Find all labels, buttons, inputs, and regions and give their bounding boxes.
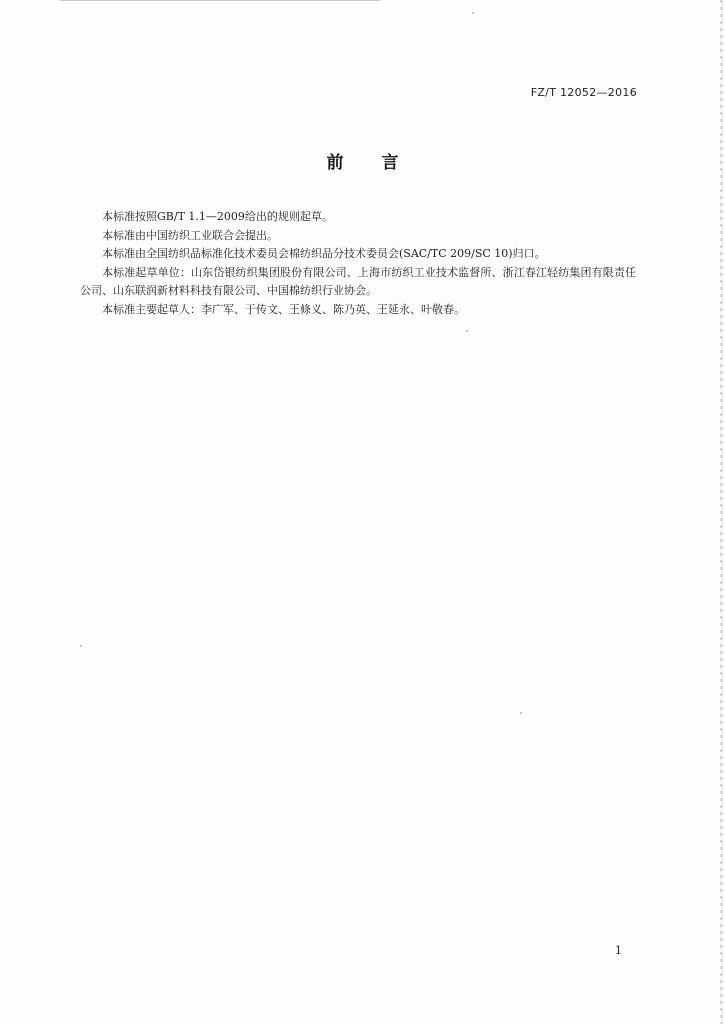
paragraph-drafting-rules: 本标准按照GB/T 1.1—2009给出的规则起草。 <box>102 210 333 223</box>
standard-number: FZ/T 12052—2016 <box>530 86 637 99</box>
paragraph-drafters: 本标准主要起草人：李广军、于传文、王條义、陈乃英、王延永、叶敬春。 <box>102 302 465 316</box>
paragraph-proposer: 本标准由中国纺织工业联合会提出。 <box>102 228 278 242</box>
paragraph-drafting-units: 本标准起草单位：山东岱银纺织集团股份有限公司、上海市纺织工业技术监督所、浙江春江轻纺集团有限责任公司、山东联润新材料科技有限公司、中国棉纺织行业协会。 <box>80 265 636 297</box>
scan-speck <box>472 12 474 14</box>
foreword-body <box>80 208 636 319</box>
page-number: 1 <box>615 944 622 957</box>
scan-speck <box>466 330 468 332</box>
scan-speck <box>80 645 82 647</box>
section-title: 前言 <box>326 153 437 173</box>
scan-edge-top <box>60 0 380 1</box>
paragraph-technical-committee: 本标准由全国纺织品标准化技术委员会棉纺织品分技术委员会(SAC/TC 209/SC 10)归口。 <box>102 247 546 260</box>
scan-speck <box>520 712 522 714</box>
